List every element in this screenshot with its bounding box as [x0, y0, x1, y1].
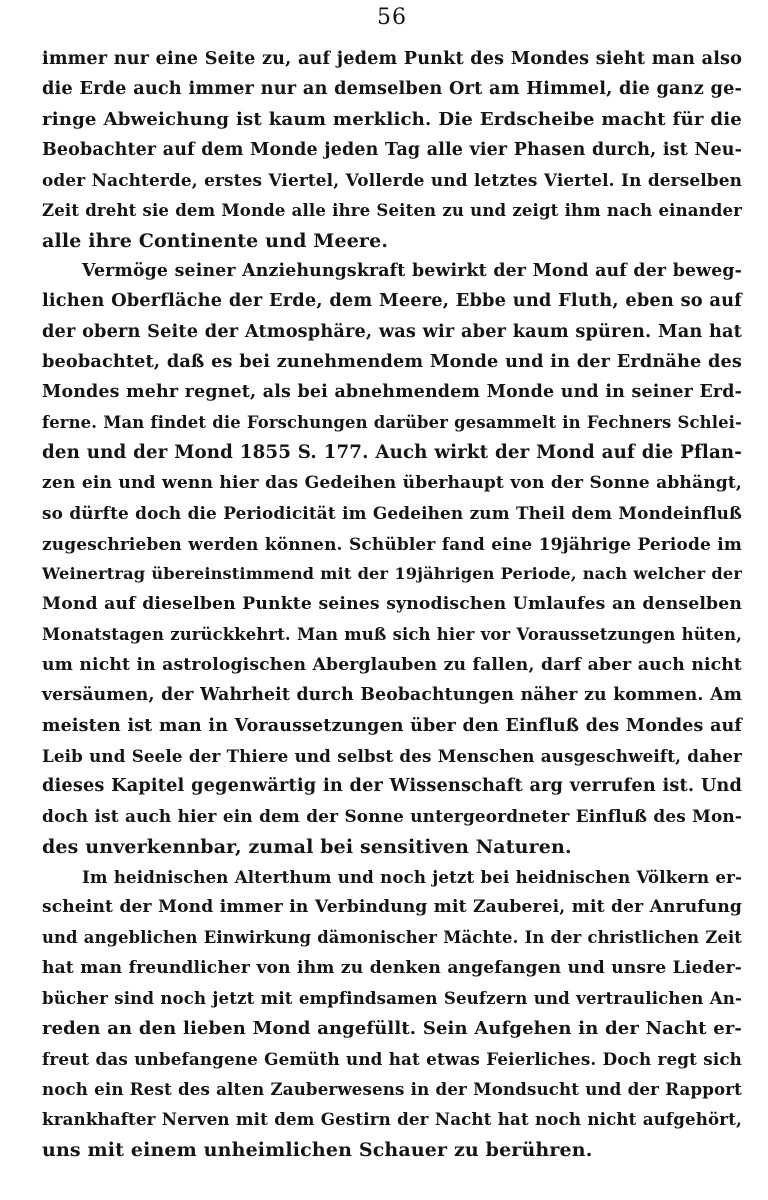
- text-line: noch ein Rest des alten Zauberwesens in der Mondsucht und der Rapport: [42, 1079, 742, 1100]
- paragraph-earth-phases: [42, 44, 742, 256]
- text-line: lichen Oberfläche der Erde, dem Meere, Ebbe und Fluth, eben so auf: [42, 290, 742, 312]
- text-line: hat man freundlicher von ihm zu denken angefangen und unsre Lieder-: [42, 957, 742, 978]
- text-line: Weinertrag übereinstimmend mit der 19jährigen Periode, nach welcher der: [42, 564, 742, 584]
- text-line: ferne. Man findet die Forschungen darüber gesammelt in Fechners Schlei-: [42, 412, 742, 432]
- text-line: beobachtet, daß es bei zunehmendem Monde und in der Erdnähe des: [42, 350, 742, 372]
- text-line: uns mit einem unheimlichen Schauer zu berühren.: [42, 1138, 593, 1161]
- text-line: zugeschrieben werden können. Schübler fand eine 19jährige Periode im: [42, 533, 742, 554]
- text-line: scheint der Mond immer in Verbindung mit Zauberei, mit der Anrufung: [42, 897, 742, 918]
- text-line: den und der Mond 1855 S. 177. Auch wirkt der Mond auf die Pflan-: [42, 441, 742, 463]
- text-line: des unverkennbar, zumal bei sensitiven Naturen.: [42, 835, 572, 858]
- text-line: ringe Abweichung ist kaum merklich. Die Erdscheibe macht für die: [42, 108, 742, 130]
- text-line: Mondes mehr regnet, als bei abnehmendem Monde und in seiner Erd-: [42, 382, 742, 403]
- text-line: Vermöge seiner Anziehungskraft bewirkt der Mond auf der beweg-: [82, 261, 742, 282]
- text-line: doch ist auch hier ein dem der Sonne untergeordneter Einfluß des Mon-: [42, 806, 742, 827]
- text-line: versäumen, der Wahrheit durch Beobachtungen näher zu kommen. Am: [42, 685, 742, 706]
- text-line: immer nur eine Seite zu, auf jedem Punkt des Mondes sieht man also: [42, 48, 742, 69]
- text-line: Beobachter auf dem Monde jeden Tag alle vier Phasen durch, ist Neu-: [42, 139, 742, 160]
- text-line: Mond auf dieselben Punkte seines synodischen Umlaufes an denselben: [42, 594, 742, 615]
- text-line: der obern Seite der Atmosphäre, was wir aber kaum spüren. Man hat: [42, 320, 742, 342]
- text-line: zen ein und wenn hier das Gedeihen überhaupt von der Sonne abhängt,: [42, 473, 742, 494]
- text-line: oder Nachterde, erstes Viertel, Vollerde und letztes Viertel. In derselben: [42, 170, 742, 191]
- page-number: 56: [377, 5, 407, 30]
- text-line: meisten ist man in Voraussetzungen über den Einfluß des Mondes auf: [42, 715, 742, 736]
- paragraph-moon-influence: [42, 256, 742, 862]
- text-line: bücher sind noch jetzt mit empfindsamen Seufzern und vertraulichen An-: [42, 988, 742, 1009]
- text-line: Zeit dreht sie dem Monde alle ihre Seiten zu und zeigt ihm nach einander: [42, 200, 742, 221]
- text-line: so dürfte doch die Periodicität im Gedeihen zum Theil dem Mondeinfluß: [42, 503, 742, 524]
- text-line: alle ihre Continente und Meere.: [42, 229, 389, 252]
- text-line: krankhafter Nerven mit dem Gestirn der Nacht hat noch nicht aufgehört,: [42, 1109, 742, 1130]
- text-line: Leib und Seele der Thiere und selbst des Menschen ausgeschweift, daher: [42, 745, 742, 766]
- text-line: Im heidnischen Alterthum und noch jetzt bei heidnischen Völkern er-: [82, 867, 742, 888]
- text-line: und angeblichen Einwirkung dämonischer Mächte. In der christlichen Zeit: [42, 927, 742, 947]
- text-line: dieses Kapitel gegenwärtig in der Wissenschaft arg verrufen ist. Und: [42, 775, 742, 797]
- text-line: reden an den lieben Mond angefüllt. Sein Aufgehen in der Nacht er-: [42, 1017, 742, 1039]
- text-line: die Erde auch immer nur an demselben Ort am Himmel, die ganz ge-: [42, 78, 742, 100]
- paragraph-heathen-antiquity: [42, 862, 742, 1165]
- text-line: um nicht in astrologischen Aberglauben zu fallen, darf aber auch nicht: [42, 654, 742, 675]
- text-line: freut das unbefangene Gemüth und hat etwas Feierliches. Doch regt sich: [42, 1048, 742, 1069]
- text-line: Monatstagen zurückkehrt. Man muß sich hier vor Voraussetzungen hüten,: [42, 624, 742, 644]
